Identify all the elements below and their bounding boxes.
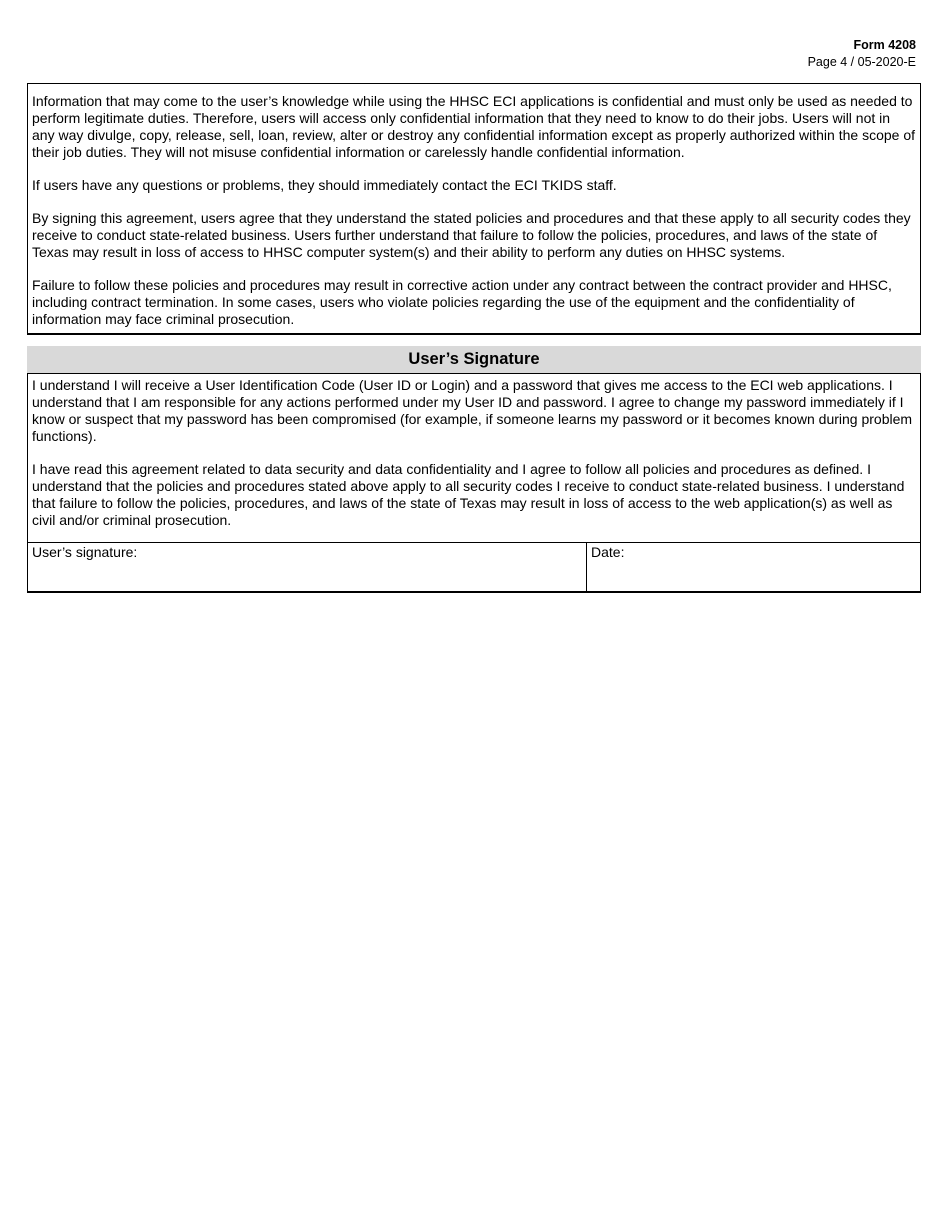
signature-text-box xyxy=(27,373,921,543)
date-label: Date: xyxy=(591,544,625,560)
form-number: Form 4208 xyxy=(853,38,916,52)
date-field[interactable] xyxy=(587,543,920,591)
user-signature-label: User’s signature: xyxy=(32,544,138,560)
signature-paragraph-acknowledgement: I have read this agreement related to data security and data confidentiality and I agree to follow all policies and procedures as defined. I understand that the policies and procedures stated above apply to all security codes I receive to conduct state-related business. I understand that failure to follow the policies, procedures, and laws of the state of Texas may result in loss of access to the web application(s) as well as civil and/or criminal prosecution. xyxy=(32,461,905,528)
user-signature-field[interactable] xyxy=(28,543,587,591)
policy-paragraph-agreement: By signing this agreement, users agree that they understand the stated policies and procedures and that these apply to all security codes they receive to conduct state-related business. Users further understand that failure to follow the policies, procedures, and laws of the state of Texas may result in loss of access to HHSC computer system(s) and their ability to perform any duties on HHSC systems. xyxy=(32,210,911,260)
policy-text-box xyxy=(27,83,921,335)
policy-paragraph-contact: If users have any questions or problems, they should immediately contact the ECI TKIDS staff. xyxy=(32,177,617,193)
page-info: Page 4 / 05-2020-E xyxy=(807,55,916,69)
form-header xyxy=(808,37,916,71)
policy-paragraph-consequences: Failure to follow these policies and procedures may result in corrective action under any contract between the contract provider and HHSC, including contract termination. In some cases, users who violate policies regarding the use of the equipment and the confidentiality of information may face criminal prosecution. xyxy=(32,277,892,327)
signature-section-title: User’s Signature xyxy=(27,346,921,373)
signature-row xyxy=(27,542,921,593)
policy-paragraph-confidentiality: Information that may come to the user’s knowledge while using the HHSC ECI applications is confidential and must only be used as needed to perform legitimate duties. Therefore, users will access only confidential information that they need to know to do their jobs. Users will not in any way divulge, copy, release, sell, loan, review, alter or destroy any confidential information except as properly authorized within the scope of their job duties. They will not misuse confidential information or carelessly handle confidential information. xyxy=(32,93,915,160)
signature-paragraph-userid: I understand I will receive a User Identification Code (User ID or Login) and a password that gives me access to the ECI web applications. I understand that I am responsible for any actions performed under my User ID and password. I agree to change my password immediately if I know or suspect that my password has been compromised (for example, if someone learns my password or it becomes known during problem functions). xyxy=(32,377,913,444)
